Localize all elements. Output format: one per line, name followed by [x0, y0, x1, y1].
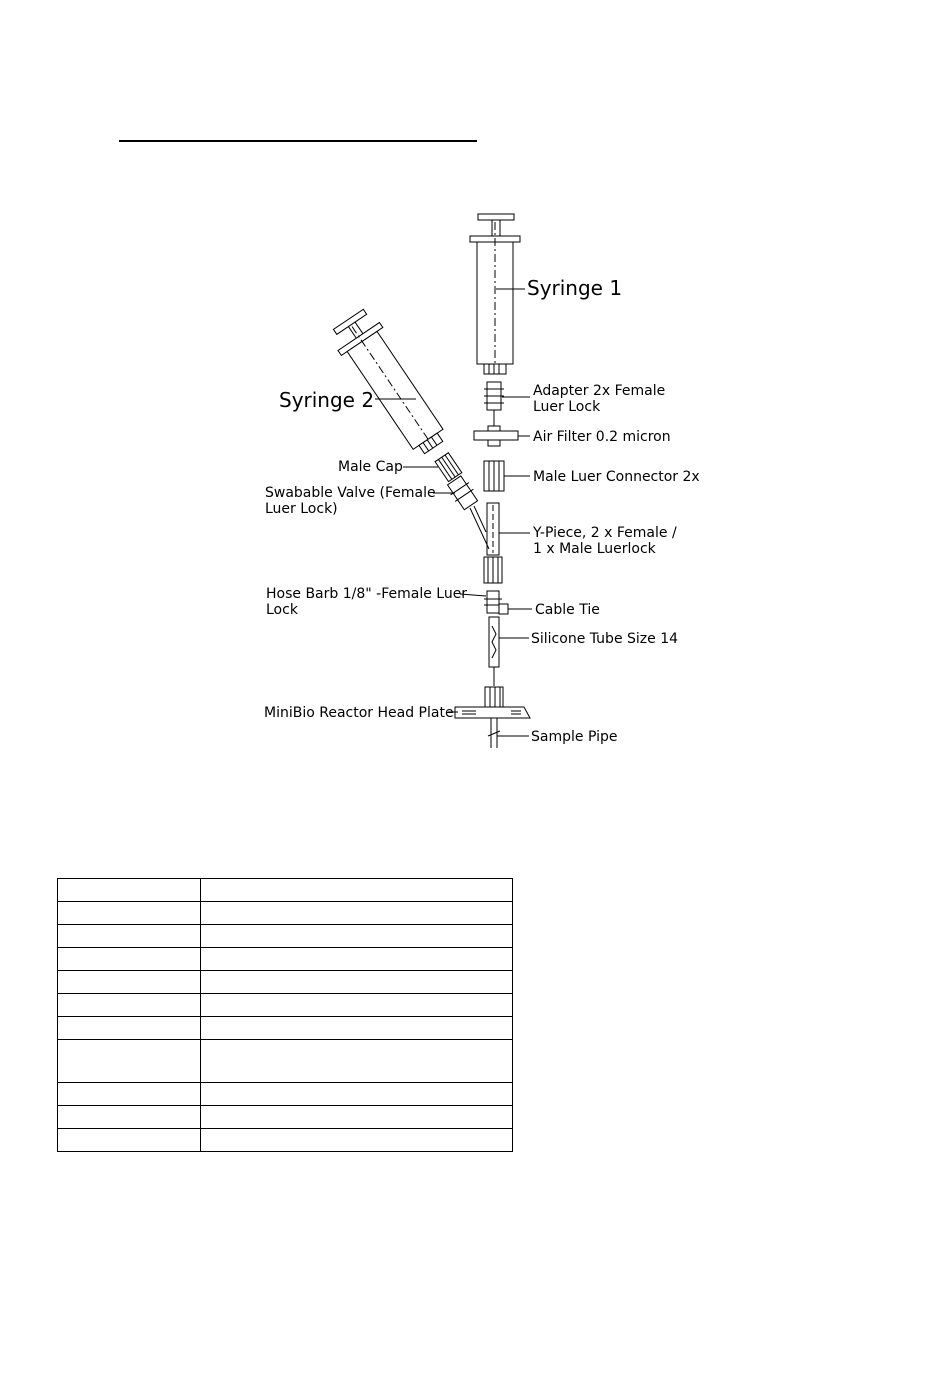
- sample-pipe-drawing: [488, 718, 500, 748]
- table-row: [58, 948, 513, 971]
- male-end-drawing: [484, 557, 502, 583]
- table-cell: [201, 925, 513, 948]
- table-cell: [58, 1017, 201, 1040]
- hose-barb-label-line1: Hose Barb 1/8" -Female Luer: [266, 586, 468, 602]
- syringe-1-drawing: [470, 214, 520, 374]
- head-plate-label: MiniBio Reactor Head Plate: [264, 705, 454, 721]
- table-row: [58, 1083, 513, 1106]
- adapter-label-line2: Luer Lock: [533, 399, 601, 415]
- y-piece-label-line1: Y-Piece, 2 x Female /: [533, 525, 677, 541]
- swabable-valve-label-line2: Luer Lock): [265, 501, 338, 517]
- swabable-valve-label-line1: Swabable Valve (Female: [265, 485, 436, 501]
- table-cell: [58, 994, 201, 1017]
- table-row: [58, 879, 513, 902]
- air-filter-label: Air Filter 0.2 micron: [533, 429, 671, 445]
- silicone-tube-label: Silicone Tube Size 14: [531, 631, 679, 647]
- adapter-label-line1: Adapter 2x Female: [533, 383, 666, 399]
- table-cell: [58, 879, 201, 902]
- table-cell: [58, 925, 201, 948]
- silicone-tube-drawing: [489, 617, 499, 686]
- hose-barb-drawing: [484, 591, 508, 614]
- table-cell: [201, 1129, 513, 1152]
- table-row: [58, 1106, 513, 1129]
- table-cell: [58, 1106, 201, 1129]
- parts-table: [57, 878, 513, 1152]
- adapter-drawing: [484, 382, 504, 410]
- syringe-1-label: Syringe 1: [527, 276, 623, 300]
- table-cell: [201, 1017, 513, 1040]
- table-cell: [201, 1106, 513, 1129]
- table-cell: [58, 1040, 201, 1083]
- table-cell: [58, 1129, 201, 1152]
- table-row: [58, 1017, 513, 1040]
- table-cell: [58, 971, 201, 994]
- table-cell: [201, 879, 513, 902]
- table-row: [58, 1040, 513, 1083]
- table-row: [58, 971, 513, 994]
- table-row: [58, 1129, 513, 1152]
- male-luer-connector-drawing: [484, 461, 504, 491]
- table-row: [58, 994, 513, 1017]
- y-piece-label-line2: 1 x Male Luerlock: [533, 541, 656, 557]
- male-luer-connector-label: Male Luer Connector 2x: [533, 469, 700, 485]
- table-row: [58, 925, 513, 948]
- table-row: [58, 902, 513, 925]
- table-cell: [201, 948, 513, 971]
- table-cell: [201, 971, 513, 994]
- syringe-2-drawing: [327, 306, 455, 462]
- table-cell: [58, 1083, 201, 1106]
- cable-tie-label: Cable Tie: [535, 602, 600, 618]
- table-cell: [58, 948, 201, 971]
- sample-pipe-label: Sample Pipe: [531, 729, 618, 745]
- hose-barb-label-line2: Lock: [266, 602, 298, 618]
- male-cap-label: Male Cap: [338, 459, 403, 475]
- air-filter-drawing: [474, 426, 518, 446]
- male-cap-drawing: [435, 453, 462, 482]
- head-plate-drawing: [455, 687, 530, 718]
- table-cell: [58, 902, 201, 925]
- table-cell: [201, 1083, 513, 1106]
- table-cell: [201, 1040, 513, 1083]
- syringe-2-label: Syringe 2: [279, 388, 375, 412]
- table-cell: [201, 994, 513, 1017]
- y-piece-drawing: [470, 503, 499, 555]
- table-cell: [201, 902, 513, 925]
